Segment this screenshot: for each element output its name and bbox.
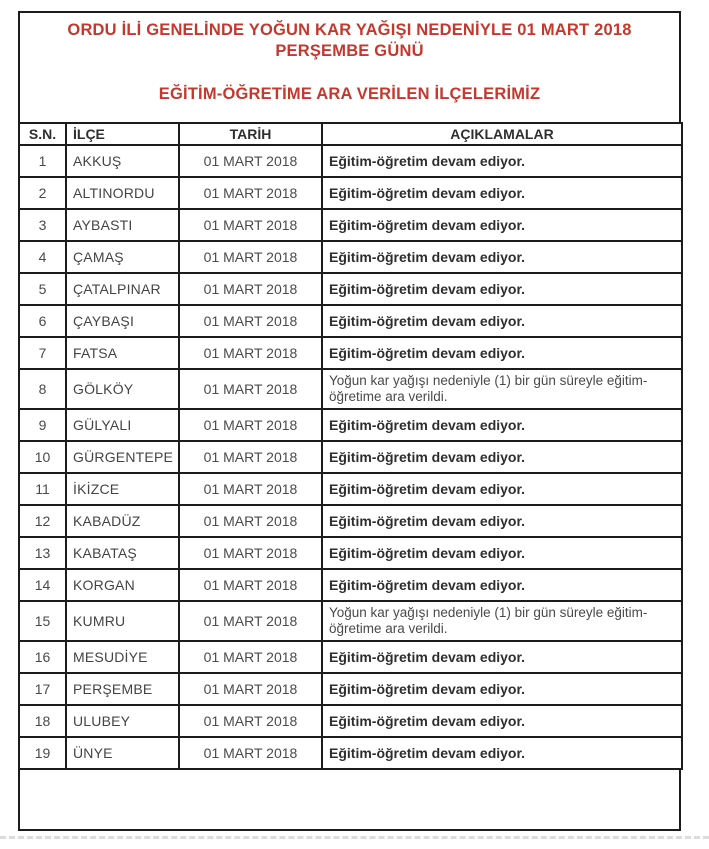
row-explanation: Eğitim-öğretim devam ediyor. xyxy=(322,337,682,369)
table-row xyxy=(19,441,682,473)
row-explanation: Eğitim-öğretim devam ediyor. xyxy=(322,505,682,537)
row-date: 01 MART 2018 xyxy=(179,177,322,209)
row-serial-number: 18 xyxy=(19,705,66,737)
row-date: 01 MART 2018 xyxy=(179,369,322,409)
row-district-name: ALTINORDU xyxy=(66,177,179,209)
table-row xyxy=(19,241,682,273)
row-date: 01 MART 2018 xyxy=(179,537,322,569)
table-row xyxy=(19,409,682,441)
table-row xyxy=(19,505,682,537)
table-row xyxy=(19,177,682,209)
row-date: 01 MART 2018 xyxy=(179,305,322,337)
announcement-title xyxy=(20,13,679,105)
row-district-name: PERŞEMBE xyxy=(66,673,179,705)
table-row xyxy=(19,537,682,569)
row-serial-number: 16 xyxy=(19,641,66,673)
row-district-name: GÜLYALI xyxy=(66,409,179,441)
row-explanation: Eğitim-öğretim devam ediyor. xyxy=(322,537,682,569)
row-explanation: Eğitim-öğretim devam ediyor. xyxy=(322,145,682,177)
table-row xyxy=(19,569,682,601)
row-serial-number: 6 xyxy=(19,305,66,337)
row-date: 01 MART 2018 xyxy=(179,441,322,473)
row-district-name: ULUBEY xyxy=(66,705,179,737)
row-explanation: Eğitim-öğretim devam ediyor. xyxy=(322,273,682,305)
row-explanation: Eğitim-öğretim devam ediyor. xyxy=(322,737,682,769)
row-explanation: Yoğun kar yağışı nedeniyle (1) bir gün süreyle eğitim-öğretime ara verildi. xyxy=(322,369,682,409)
row-serial-number: 5 xyxy=(19,273,66,305)
row-explanation: Eğitim-öğretim devam ediyor. xyxy=(322,305,682,337)
table-body xyxy=(19,145,682,769)
row-serial-number: 19 xyxy=(19,737,66,769)
row-explanation: Yoğun kar yağışı nedeniyle (1) bir gün süreyle eğitim-öğretime ara verildi. xyxy=(322,601,682,641)
row-date: 01 MART 2018 xyxy=(179,273,322,305)
column-header-district: İLÇE xyxy=(66,123,179,145)
table-row xyxy=(19,145,682,177)
row-serial-number: 4 xyxy=(19,241,66,273)
row-serial-number: 15 xyxy=(19,601,66,641)
row-date: 01 MART 2018 xyxy=(179,569,322,601)
row-explanation: Eğitim-öğretim devam ediyor. xyxy=(322,705,682,737)
row-serial-number: 12 xyxy=(19,505,66,537)
row-district-name: KORGAN xyxy=(66,569,179,601)
row-explanation: Eğitim-öğretim devam ediyor. xyxy=(322,409,682,441)
row-explanation: Eğitim-öğretim devam ediyor. xyxy=(322,473,682,505)
title-line-2: PERŞEMBE GÜNÜ xyxy=(275,42,424,60)
row-explanation: Eğitim-öğretim devam ediyor. xyxy=(322,641,682,673)
column-header-date: TARİH xyxy=(179,123,322,145)
table-row xyxy=(19,473,682,505)
row-explanation: Eğitim-öğretim devam ediyor. xyxy=(322,441,682,473)
row-serial-number: 13 xyxy=(19,537,66,569)
row-date: 01 MART 2018 xyxy=(179,705,322,737)
row-explanation: Eğitim-öğretim devam ediyor. xyxy=(322,673,682,705)
row-serial-number: 14 xyxy=(19,569,66,601)
row-district-name: İKİZCE xyxy=(66,473,179,505)
row-district-name: KABADÜZ xyxy=(66,505,179,537)
column-header-sn: S.N. xyxy=(19,123,66,145)
row-district-name: GÖLKÖY xyxy=(66,369,179,409)
table-row xyxy=(19,305,682,337)
table-row xyxy=(19,601,682,641)
row-district-name: AKKUŞ xyxy=(66,145,179,177)
row-serial-number: 17 xyxy=(19,673,66,705)
row-serial-number: 10 xyxy=(19,441,66,473)
title-line-1: ORDU İLİ GENELİNDE YOĞUN KAR YAĞIŞI NEDENİYLE 01 MART 2018 xyxy=(67,21,632,39)
table-row xyxy=(19,673,682,705)
row-district-name: KABATAŞ xyxy=(66,537,179,569)
row-explanation: Eğitim-öğretim devam ediyor. xyxy=(322,241,682,273)
row-date: 01 MART 2018 xyxy=(179,241,322,273)
row-date: 01 MART 2018 xyxy=(179,337,322,369)
announcement-frame xyxy=(18,11,681,831)
table-row xyxy=(19,337,682,369)
page-break-divider xyxy=(0,836,709,839)
row-date: 01 MART 2018 xyxy=(179,641,322,673)
table-row xyxy=(19,209,682,241)
table-header-row xyxy=(19,123,682,145)
row-date: 01 MART 2018 xyxy=(179,601,322,641)
row-date: 01 MART 2018 xyxy=(179,409,322,441)
row-explanation: Eğitim-öğretim devam ediyor. xyxy=(322,209,682,241)
row-date: 01 MART 2018 xyxy=(179,505,322,537)
table-row xyxy=(19,705,682,737)
row-district-name: GÜRGENTEPE xyxy=(66,441,179,473)
district-closure-table xyxy=(18,122,683,770)
row-explanation: Eğitim-öğretim devam ediyor. xyxy=(322,569,682,601)
row-district-name: ÇAMAŞ xyxy=(66,241,179,273)
title-line-3: EĞİTİM-ÖĞRETİME ARA VERİLEN İLÇELERİMİZ xyxy=(158,85,541,103)
row-date: 01 MART 2018 xyxy=(179,145,322,177)
row-district-name: ÇATALPINAR xyxy=(66,273,179,305)
table-row xyxy=(19,369,682,409)
row-district-name: FATSA xyxy=(66,337,179,369)
row-date: 01 MART 2018 xyxy=(179,209,322,241)
table-row xyxy=(19,273,682,305)
row-serial-number: 9 xyxy=(19,409,66,441)
row-serial-number: 11 xyxy=(19,473,66,505)
row-district-name: AYBASTI xyxy=(66,209,179,241)
row-date: 01 MART 2018 xyxy=(179,737,322,769)
row-serial-number: 1 xyxy=(19,145,66,177)
row-date: 01 MART 2018 xyxy=(179,473,322,505)
row-district-name: ÜNYE xyxy=(66,737,179,769)
column-header-explanation: AÇIKLAMALAR xyxy=(322,123,682,145)
row-district-name: ÇAYBAŞI xyxy=(66,305,179,337)
row-serial-number: 3 xyxy=(19,209,66,241)
row-district-name: KUMRU xyxy=(66,601,179,641)
row-explanation: Eğitim-öğretim devam ediyor. xyxy=(322,177,682,209)
row-serial-number: 7 xyxy=(19,337,66,369)
row-serial-number: 2 xyxy=(19,177,66,209)
table-row xyxy=(19,641,682,673)
row-date: 01 MART 2018 xyxy=(179,673,322,705)
row-serial-number: 8 xyxy=(19,369,66,409)
table-row xyxy=(19,737,682,769)
row-district-name: MESUDİYE xyxy=(66,641,179,673)
